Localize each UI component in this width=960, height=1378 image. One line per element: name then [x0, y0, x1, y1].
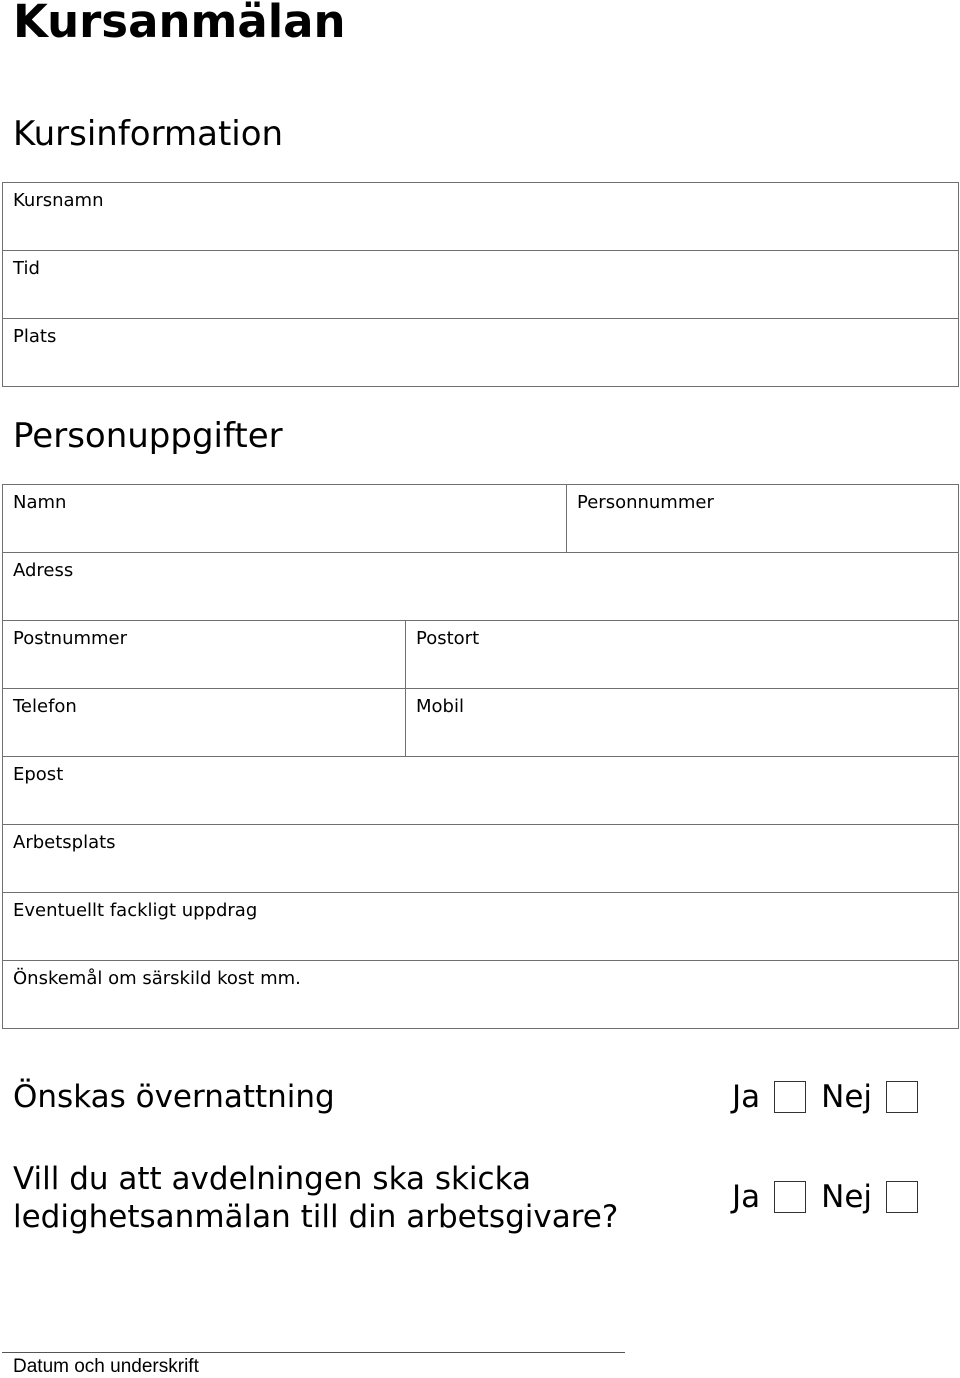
course-info-table — [2, 182, 959, 387]
signature-label: Datum och underskrift — [13, 1356, 199, 1377]
personal-info-table — [2, 484, 959, 1029]
signature-line[interactable] — [2, 1352, 625, 1353]
workplace-field[interactable]: Arbetsplats — [3, 825, 959, 892]
overnight-yes-checkbox[interactable] — [774, 1081, 806, 1113]
field-row-diet — [3, 961, 959, 1029]
union-role-field[interactable]: Eventuellt fackligt uppdrag — [3, 893, 959, 960]
field-row-time — [3, 251, 959, 319]
address-field[interactable]: Adress — [3, 553, 959, 620]
phone-field[interactable]: Telefon — [3, 689, 406, 756]
mobile-field[interactable]: Mobil — [406, 689, 959, 756]
field-row-address — [3, 553, 959, 621]
time-field[interactable]: Tid — [3, 251, 959, 318]
field-row-course-name — [3, 183, 959, 251]
leave-notice-question-line2: ledighetsanmälan till din arbetsgivare? — [13, 1199, 619, 1235]
overnight-yes-label: Ja — [732, 1079, 761, 1115]
overnight-no-checkbox[interactable] — [886, 1081, 918, 1113]
leave-notice-yes-label: Ja — [732, 1179, 761, 1215]
page-title: Kursanmälan — [13, 0, 346, 48]
field-row-place — [3, 319, 959, 387]
section-heading-course: Kursinformation — [13, 114, 284, 154]
place-field[interactable]: Plats — [3, 319, 959, 386]
field-row-workplace — [3, 825, 959, 893]
field-row-postal — [3, 621, 959, 689]
leave-notice-options — [732, 1178, 918, 1216]
overnight-options — [732, 1078, 918, 1116]
leave-notice-question-line1: Vill du att avdelningen ska skicka — [13, 1161, 531, 1197]
personal-number-field[interactable]: Personnummer — [567, 485, 959, 552]
email-field[interactable]: Epost — [3, 757, 959, 824]
course-name-field[interactable]: Kursnamn — [3, 183, 959, 250]
field-row-union-role — [3, 893, 959, 961]
field-row-name — [3, 485, 959, 553]
leave-notice-no-checkbox[interactable] — [886, 1181, 918, 1213]
overnight-no-label: Nej — [821, 1079, 873, 1115]
diet-field[interactable]: Önskemål om särskild kost mm. — [3, 961, 959, 1028]
city-field[interactable]: Postort — [406, 621, 959, 688]
name-field[interactable]: Namn — [3, 485, 567, 552]
leave-notice-no-label: Nej — [821, 1179, 873, 1215]
section-heading-personal: Personuppgifter — [13, 416, 283, 456]
overnight-question: Önskas övernattning — [13, 1079, 335, 1115]
leave-notice-yes-checkbox[interactable] — [774, 1181, 806, 1213]
field-row-email — [3, 757, 959, 825]
field-row-phone — [3, 689, 959, 757]
postal-code-field[interactable]: Postnummer — [3, 621, 406, 688]
